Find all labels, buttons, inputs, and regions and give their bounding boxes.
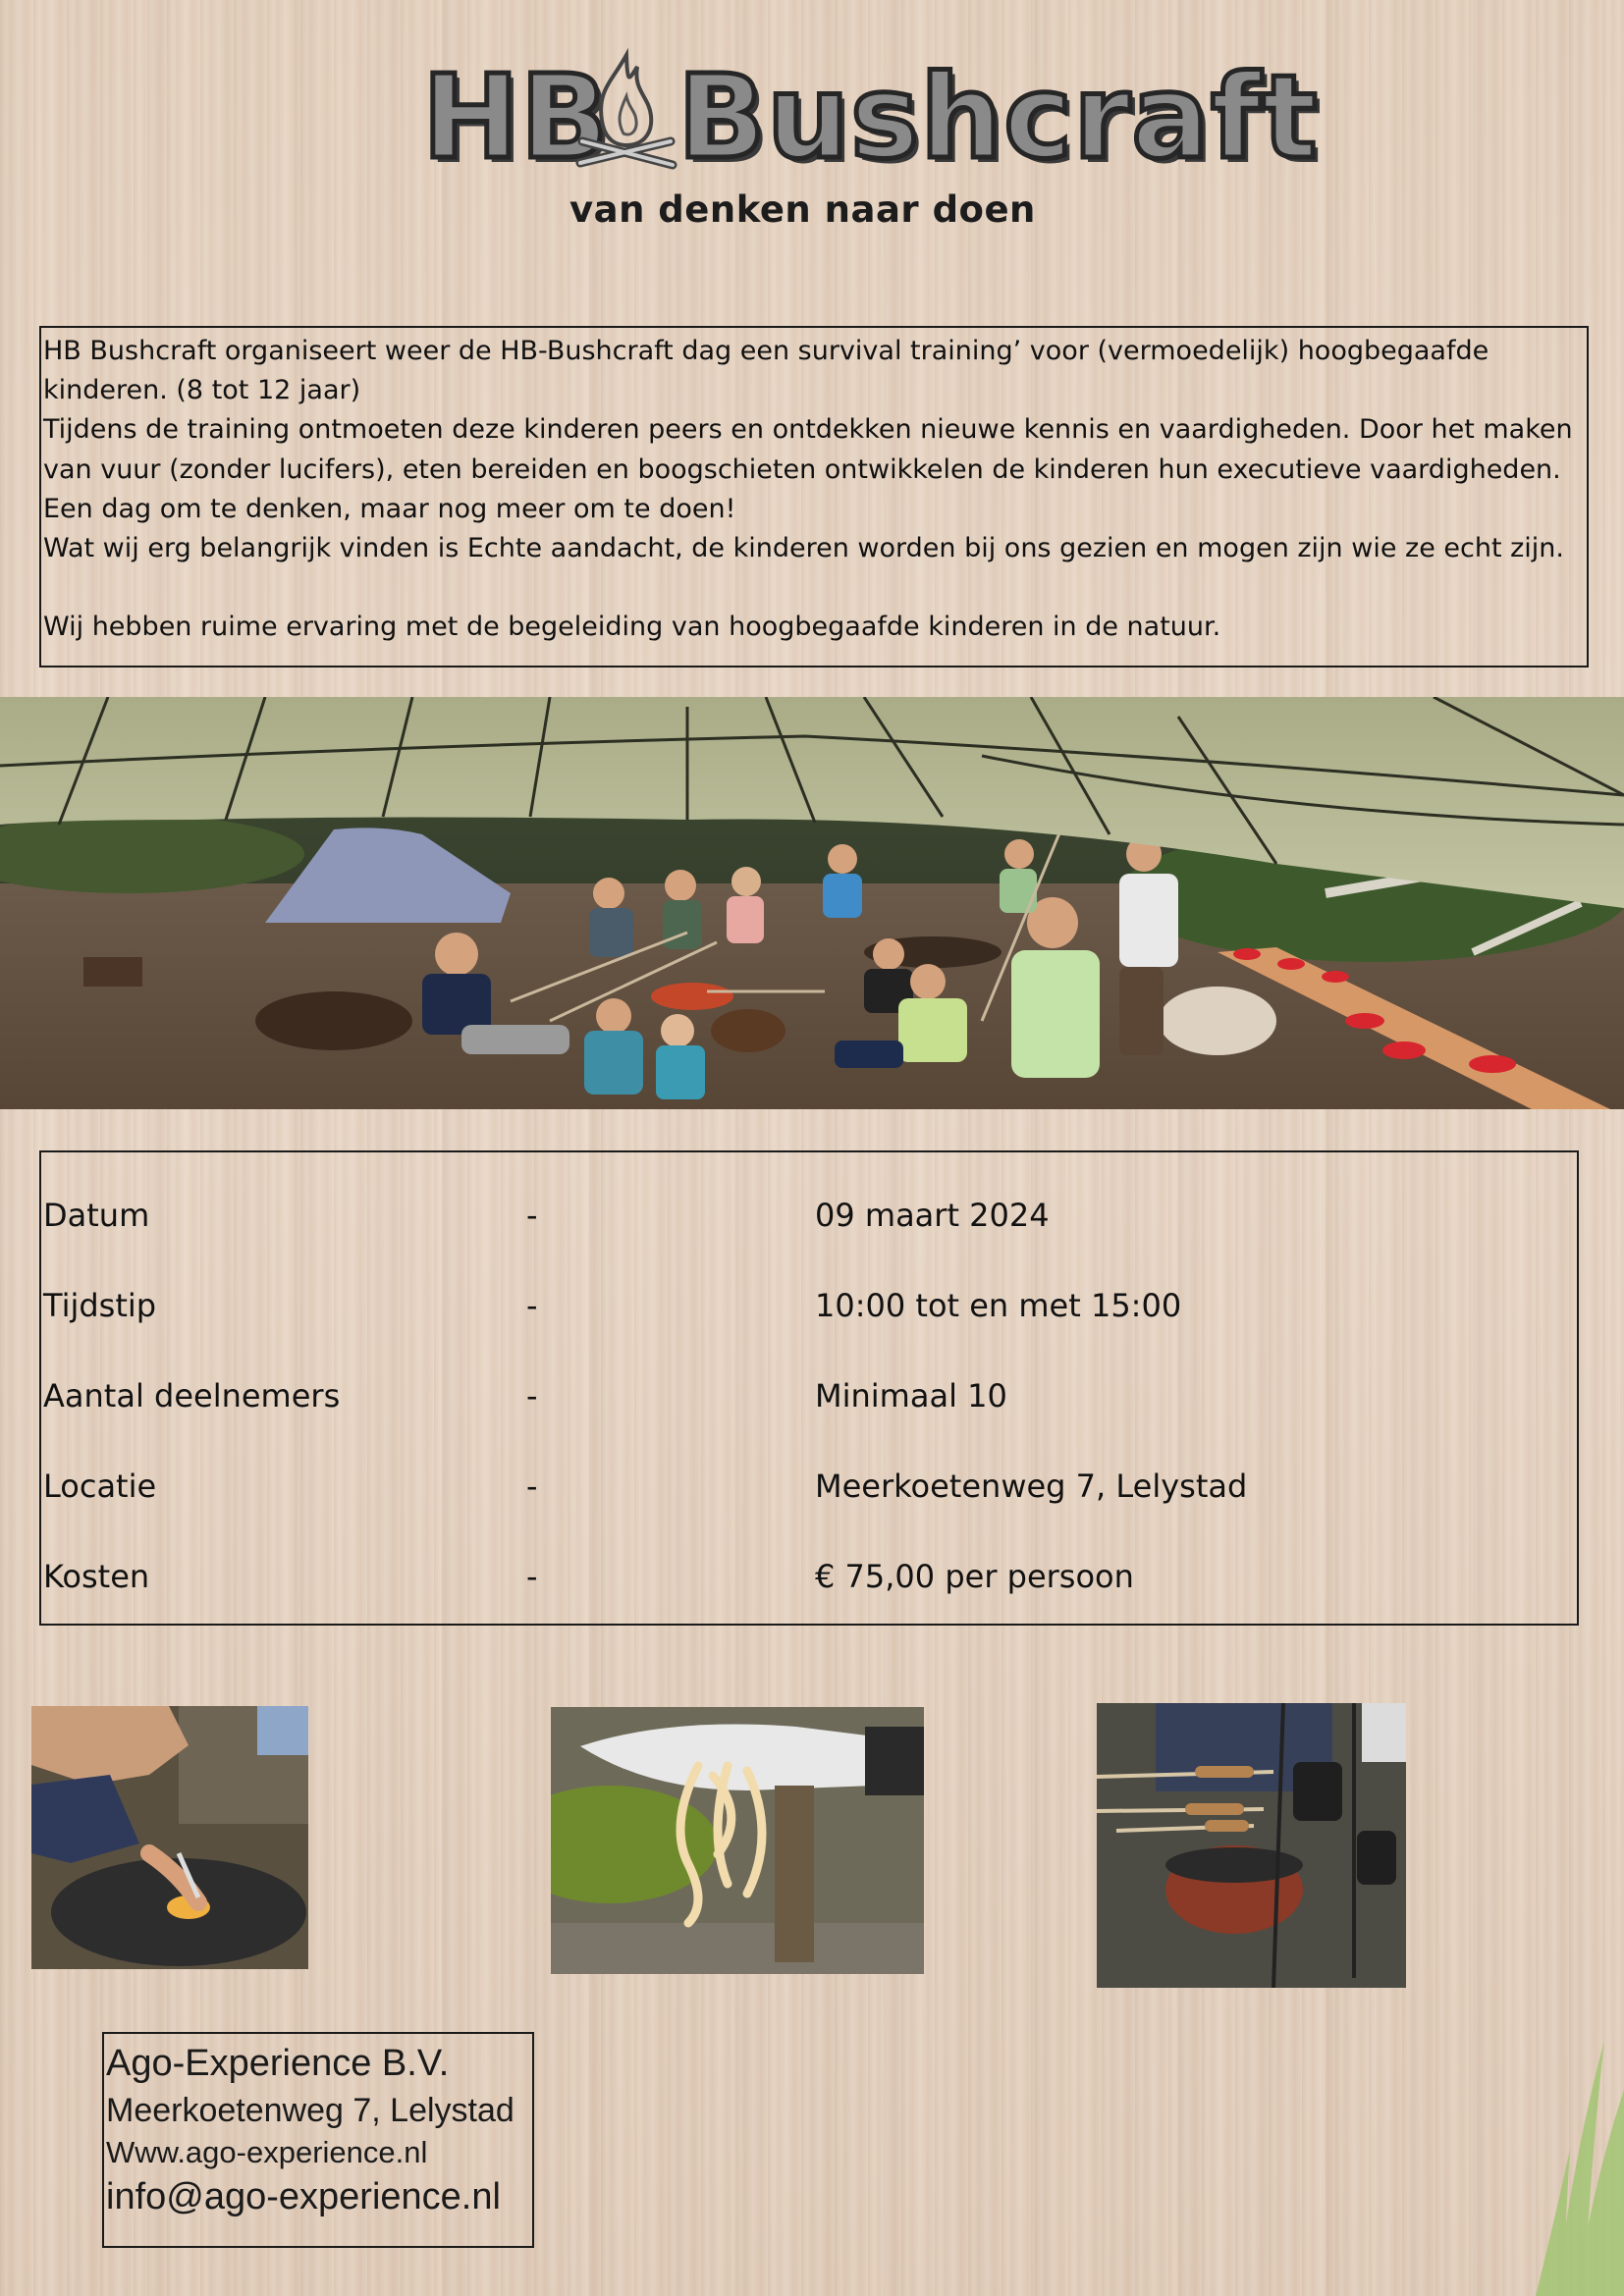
- tagline: van denken naar doen: [569, 188, 1036, 231]
- campfire-cooking-photo: [1097, 1703, 1406, 1988]
- intro-paragraph: Tijdens de training ontmoeten deze kinderen peers en ontdekken nieuwe kennis en vaardigheden. Door het maken van vuur (zonder lucifers), eten bereiden en boogschieten ontwikkelen de kinderen hun executieve vaardigheden.: [43, 414, 1573, 485]
- contact-box: [102, 2032, 534, 2248]
- details-row-datum: [41, 1186, 1577, 1245]
- details-label: Locatie: [43, 1468, 157, 1505]
- grass-decoration: [1516, 2002, 1624, 2296]
- details-table: [39, 1150, 1579, 1626]
- details-row-tijdstip: [41, 1276, 1577, 1335]
- details-value: Minimaal 10: [815, 1377, 1007, 1415]
- logo-text-hb: HB: [422, 49, 610, 185]
- details-label: Kosten: [43, 1558, 150, 1595]
- details-label: Datum: [43, 1197, 150, 1234]
- details-label: Aantal deelnemers: [43, 1377, 341, 1415]
- details-row-locatie: [41, 1457, 1577, 1516]
- details-value: 10:00 tot en met 15:00: [815, 1287, 1182, 1324]
- company-name: Ago-Experience B.V.: [106, 2043, 450, 2084]
- fire-starting-photo: [31, 1706, 308, 1969]
- details-label: Tijdstip: [43, 1287, 157, 1324]
- camp-photo: [0, 697, 1624, 1109]
- details-value: € 75,00 per persoon: [815, 1558, 1134, 1595]
- details-separator: -: [526, 1197, 538, 1234]
- details-separator: -: [526, 1558, 538, 1595]
- logo: [412, 39, 1319, 236]
- details-row-kosten: [41, 1547, 1577, 1606]
- email-link[interactable]: info@ago-experience.nl: [106, 2176, 501, 2217]
- details-row-deelnemers: [41, 1366, 1577, 1425]
- spacer: [43, 568, 1585, 608]
- campfire-icon: [572, 47, 680, 185]
- intro-paragraph: Wij hebben ruime ervaring met de begeleiding van hoogbegaafde kinderen in de natuur.: [43, 612, 1221, 643]
- intro-paragraph: HB Bushcraft organiseert weer de HB-Bushcraft dag een survival training’ voor (vermoedelijk) hoogbegaafde kinderen. (8 tot 12 jaar): [43, 336, 1489, 406]
- details-separator: -: [526, 1377, 538, 1415]
- website-link[interactable]: Www.ago-experience.nl: [106, 2135, 428, 2169]
- intro-paragraph: Een dag om te denken, maar nog meer om te doen!: [43, 493, 736, 524]
- intro-paragraph: Wat wij erg belangrijk vinden is Echte aandacht, de kinderen worden bij ons gezien en mogen zijn wie ze echt zijn.: [43, 533, 1565, 564]
- feather-stick-photo: [551, 1707, 924, 1974]
- logo-text-bushcraft: Bushcraft: [677, 49, 1319, 185]
- company-address: Meerkoetenweg 7, Lelystad: [106, 2092, 514, 2129]
- details-separator: -: [526, 1287, 538, 1324]
- details-value: Meerkoetenweg 7, Lelystad: [815, 1468, 1248, 1505]
- details-value: 09 maart 2024: [815, 1197, 1050, 1234]
- intro-box: [39, 326, 1589, 667]
- details-separator: -: [526, 1468, 538, 1505]
